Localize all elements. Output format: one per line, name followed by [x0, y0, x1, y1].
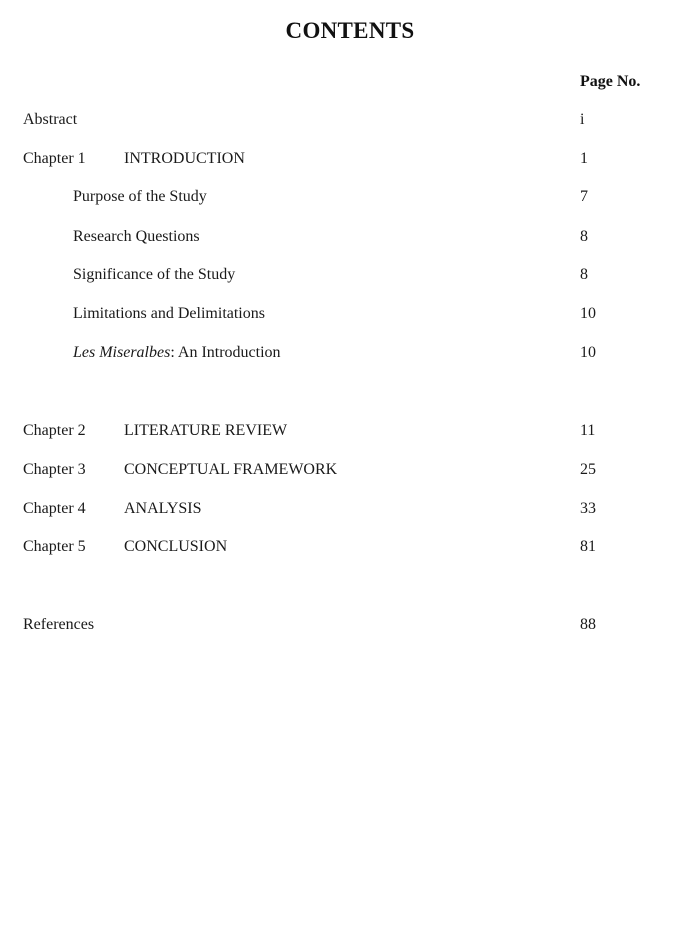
toc-entry-title: CONCEPTUAL FRAMEWORK — [124, 461, 338, 478]
toc-entry-page: 33 — [580, 500, 596, 517]
toc-entry-page: 81 — [580, 538, 596, 555]
toc-entry-chapter-2 — [0, 420, 700, 442]
toc-subentry-title: Significance of the Study — [73, 266, 236, 283]
toc-subentry-title: Purpose of the Study — [73, 188, 207, 205]
toc-subentry-title-italic: Les Miseralbes — [73, 344, 171, 361]
toc-entry-chapter-4 — [0, 498, 700, 520]
toc-subentry-title: Limitations and Delimitations — [73, 305, 265, 322]
toc-subentry-limitations — [0, 303, 700, 325]
toc-entry-page: 8 — [580, 266, 588, 283]
toc-entry-label: Abstract — [23, 111, 78, 128]
toc-entry-title: LITERATURE REVIEW — [124, 422, 288, 439]
toc-entry-page: 1 — [580, 150, 588, 167]
toc-entry-page: 10 — [580, 305, 596, 322]
toc-subentry-title — [73, 342, 281, 364]
toc-entry-label: Chapter 5 — [23, 538, 86, 555]
toc-subentry-title-rest: : An Introduction — [170, 344, 281, 361]
toc-subentry-title: Research Questions — [73, 228, 200, 245]
toc-entry-chapter-5 — [0, 536, 700, 558]
toc-entry-label: Chapter 4 — [23, 500, 86, 517]
toc-entry-page: 11 — [580, 422, 596, 439]
toc-entry-chapter-3 — [0, 459, 700, 481]
toc-subentry-significance — [0, 264, 700, 286]
toc-subentry-purpose — [0, 186, 700, 208]
toc-entry-label: References — [23, 616, 95, 633]
toc-subentry-les-miseralbes — [0, 342, 700, 364]
toc-entry-references — [0, 614, 700, 636]
toc-entry-page: 88 — [580, 616, 596, 633]
toc-entry-page: i — [580, 111, 585, 128]
toc-entry-page: 7 — [580, 188, 588, 205]
toc-entry-abstract — [0, 109, 700, 131]
toc-entry-title: CONCLUSION — [124, 538, 228, 555]
toc-entry-page: 25 — [580, 461, 596, 478]
toc-entry-page: 10 — [580, 344, 596, 361]
toc-entry-chapter-1 — [0, 148, 700, 170]
toc-entry-page: 8 — [580, 228, 588, 245]
toc-entry-label: Chapter 1 — [23, 150, 86, 167]
toc-entry-label: Chapter 3 — [23, 461, 86, 478]
page-title: CONTENTS — [285, 18, 415, 43]
toc-entry-title: INTRODUCTION — [124, 150, 245, 167]
page-number-column-header: Page No. — [580, 73, 641, 90]
toc-entry-label: Chapter 2 — [23, 422, 86, 439]
toc-subentry-research-questions — [0, 226, 700, 248]
toc-entry-title: ANALYSIS — [124, 500, 202, 517]
